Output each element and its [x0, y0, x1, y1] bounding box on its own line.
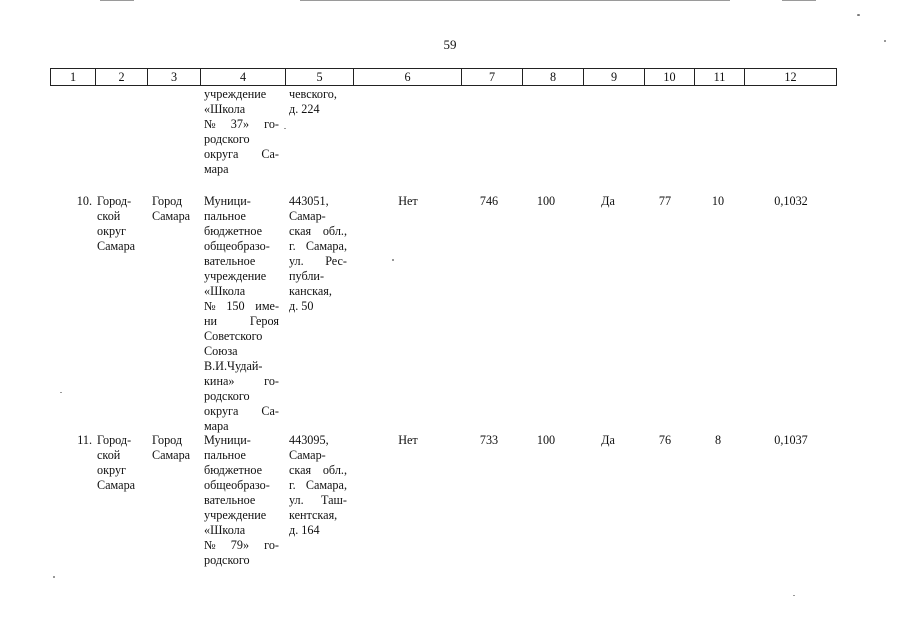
col12-cell: 0,1032	[774, 194, 808, 208]
text-line: ни Героя	[204, 314, 279, 328]
text-line: № 79» го-	[204, 538, 279, 552]
column-header: 2	[96, 69, 148, 85]
text-line: ул. Рес-	[289, 254, 347, 268]
text-line: вательное	[204, 254, 256, 268]
table-header-row	[50, 68, 837, 86]
col9-cell: Да	[601, 194, 615, 208]
text-line: 443095,	[289, 433, 329, 447]
text-line: округа Са-	[204, 404, 279, 418]
column-header: 3	[148, 69, 201, 85]
district-cell	[97, 194, 145, 254]
col6-cell: Нет	[398, 433, 418, 447]
text-line: г. Самара,	[289, 478, 347, 492]
scan-speck	[884, 40, 886, 42]
text-line: «Школа	[204, 523, 246, 537]
column-header: 12	[784, 70, 797, 84]
text-line: «Школа	[204, 284, 246, 298]
text-line: округ	[97, 224, 127, 238]
text-line: ул. Таш-	[289, 493, 347, 507]
text-line: мара	[204, 419, 229, 433]
text-line: Самара	[97, 478, 136, 492]
text-line: Муници-	[204, 433, 251, 447]
text-line: родского	[204, 553, 250, 567]
text-line: В.И.Чудай-	[204, 359, 263, 373]
top-rule-center	[300, 0, 730, 1]
scan-speck	[53, 576, 55, 578]
text-line: Союза	[204, 344, 238, 358]
address-cell	[289, 433, 347, 538]
column-header: 7	[462, 69, 523, 85]
text-line: Город-	[97, 433, 132, 447]
text-line: д. 50	[289, 299, 314, 313]
text-line: родского	[204, 132, 250, 146]
text-line: канская,	[289, 284, 332, 298]
text-line: пальное	[204, 448, 246, 462]
text-line: вательное	[204, 493, 256, 507]
text-line: ская обл.,	[289, 224, 347, 238]
text-line: бюджетное	[204, 463, 263, 477]
column-header: 5	[286, 69, 354, 85]
column-header: 8	[523, 69, 584, 85]
text-line: Город-	[97, 194, 132, 208]
organization-name-cell	[204, 433, 279, 568]
row-number: 11.	[77, 433, 92, 447]
district-cell	[97, 433, 145, 493]
col10-cell: 76	[658, 433, 672, 447]
text-line: Самар-	[289, 448, 326, 462]
top-rule-left	[100, 0, 134, 1]
text-line: публи-	[289, 269, 325, 283]
text-line: № 150 име-	[204, 299, 279, 313]
locality-cell	[152, 433, 200, 463]
col8-cell: 100	[536, 433, 556, 447]
text-line: Самар-	[289, 209, 326, 223]
text-line: Муници-	[204, 194, 251, 208]
column-header: 9	[584, 69, 645, 85]
text-line: 443051,	[289, 194, 329, 208]
col11-cell: 10	[711, 194, 725, 208]
text-line: общеобразо-	[204, 239, 270, 253]
scan-speck	[284, 128, 286, 129]
top-rule-right	[782, 0, 816, 1]
text-line: ская обл.,	[289, 463, 347, 477]
text-line: пальное	[204, 209, 246, 223]
text-line: общеобразо-	[204, 478, 270, 492]
col9-cell: Да	[601, 433, 615, 447]
text-line: учреждение	[204, 87, 267, 101]
text-line: учреждение	[204, 269, 267, 283]
col10-cell: 77	[658, 194, 672, 208]
organization-name-cell	[204, 87, 279, 177]
text-line: мара	[204, 162, 229, 176]
col8-cell: 100	[536, 194, 556, 208]
col7-cell: 746	[479, 194, 499, 208]
text-line: учреждение	[204, 508, 267, 522]
scan-speck	[793, 595, 795, 596]
page-number: 59	[443, 37, 457, 52]
text-line: Самара	[152, 209, 191, 223]
text-line: Город	[152, 194, 183, 208]
column-header: 10	[645, 69, 695, 85]
text-line: ской	[97, 448, 121, 462]
text-line: округа Са-	[204, 147, 279, 161]
column-header: 6	[354, 69, 462, 85]
scan-speck	[857, 14, 860, 16]
text-line: Самара	[97, 239, 136, 253]
text-line: Город	[152, 433, 183, 447]
text-line: Самара	[152, 448, 191, 462]
scan-speck	[392, 259, 394, 261]
text-line: Советского	[204, 329, 263, 343]
text-line: бюджетное	[204, 224, 263, 238]
text-line: родского	[204, 389, 250, 403]
address-cell	[289, 194, 347, 314]
organization-name-cell	[204, 194, 279, 434]
column-header: 11	[695, 69, 745, 85]
column-header: 4	[201, 69, 286, 85]
text-line: д. 224	[289, 102, 320, 116]
col7-cell: 733	[479, 433, 499, 447]
col6-cell: Нет	[398, 194, 418, 208]
col12-cell: 0,1037	[774, 433, 808, 447]
text-line: д. 164	[289, 523, 320, 537]
text-line: кина» го-	[204, 374, 279, 388]
col11-cell: 8	[714, 433, 722, 447]
text-line: ской	[97, 209, 121, 223]
scan-speck	[60, 392, 62, 393]
text-line: округ	[97, 463, 127, 477]
text-line: «Школа	[204, 102, 246, 116]
column-header: 1	[51, 69, 96, 85]
address-cell	[289, 87, 351, 117]
row-number: 10.	[76, 194, 92, 208]
text-line: № 37» го-	[204, 117, 279, 131]
text-line: кентская,	[289, 508, 338, 522]
text-line: чевского,	[289, 87, 337, 101]
text-line: г. Самара,	[289, 239, 347, 253]
locality-cell	[152, 194, 200, 224]
